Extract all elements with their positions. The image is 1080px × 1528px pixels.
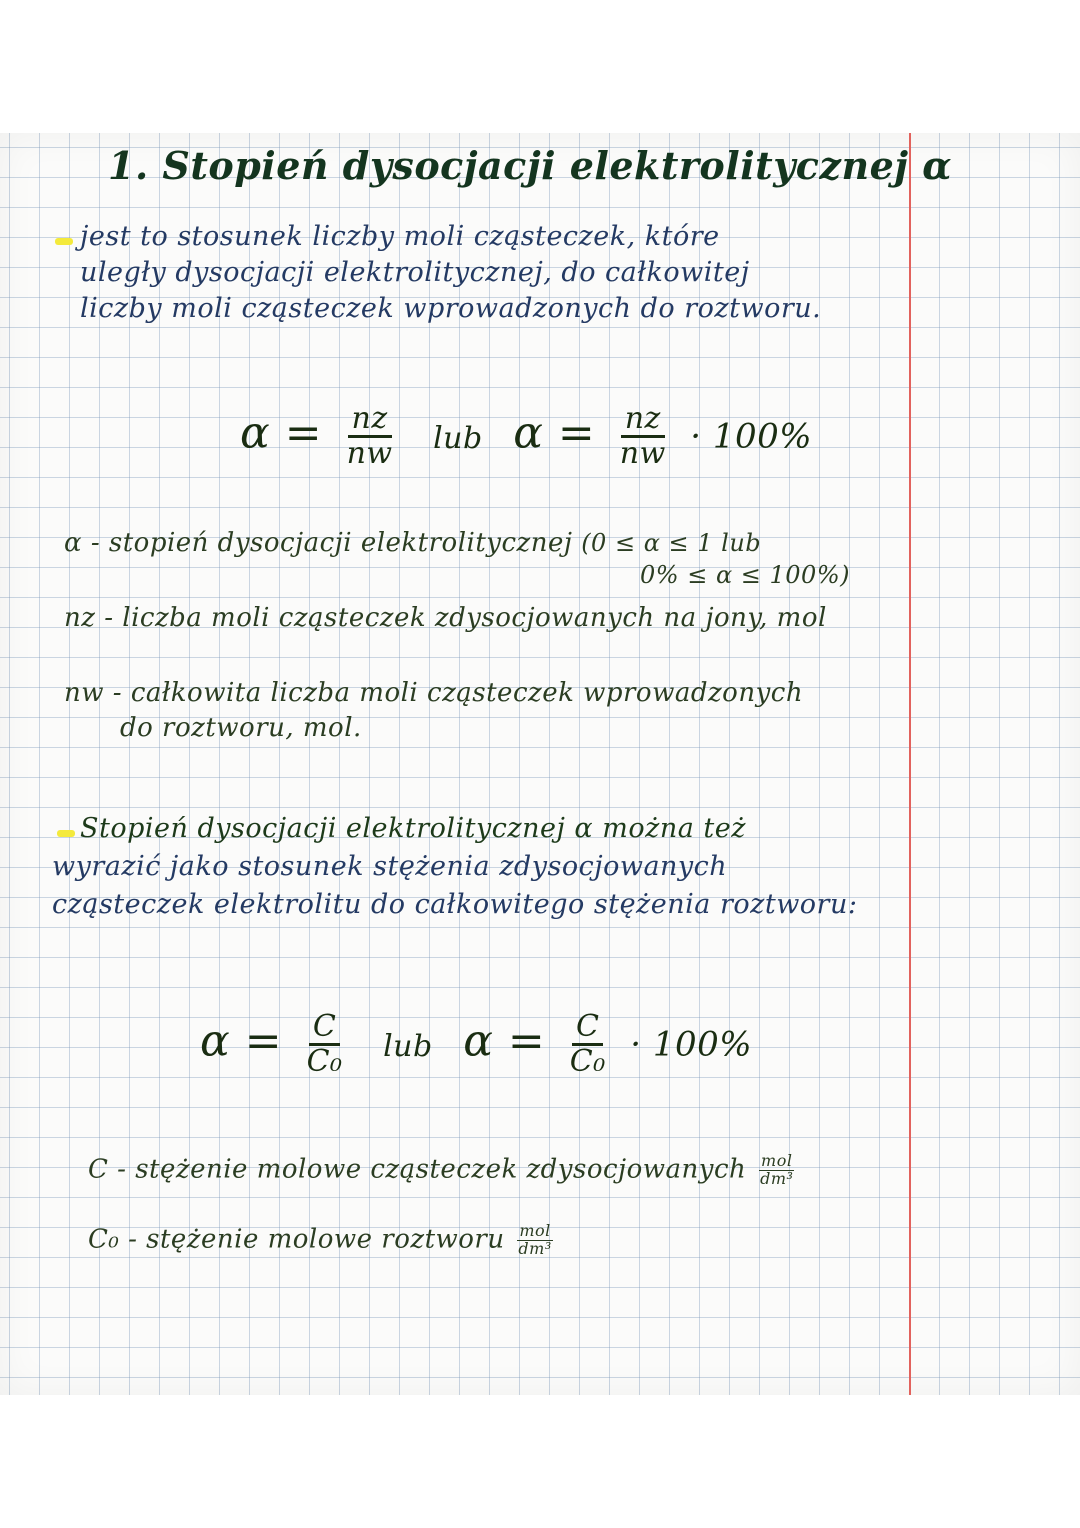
c-unit-den: dm³ [760, 1168, 794, 1188]
section-title: 1. Stopień dysocjacji elektrolitycznej α [108, 143, 953, 188]
second-definition-line-3: cząsteczek elektrolitu do całkowitego stężenia roztworu: [52, 889, 858, 920]
definition-line-3: liczby moli cząsteczek wprowadzonych do roztworu. [80, 293, 822, 324]
denominator: C₀ [306, 1043, 343, 1079]
c-unit [759, 1153, 794, 1188]
nw-definition-1: nw - całkowita liczba moli cząsteczek wprowadzonych [64, 678, 804, 708]
numerator: C [309, 1011, 340, 1046]
alpha-range-1: (0 ≤ α ≤ 1 lub [581, 529, 762, 557]
formula-lhs: α = [200, 1015, 283, 1067]
formula-alpha-concentration [200, 1011, 752, 1077]
denominator-2: nw [619, 435, 666, 471]
formula-lhs-2: α = [463, 1015, 546, 1067]
fraction [343, 403, 397, 469]
formula-lhs: α = [240, 407, 323, 459]
fraction-2 [566, 1011, 610, 1077]
c0-definition-text: C₀ - stężenie molowe roztworu [88, 1224, 505, 1255]
numerator-2: C [572, 1011, 603, 1046]
alpha-definition-text: α - stopień dysocjacji elektrolitycznej [64, 528, 573, 558]
alpha-definition [64, 528, 761, 558]
c-definition-text: C - stężenie molowe cząsteczek zdysocjowanych [88, 1154, 747, 1185]
connector: lub [383, 1028, 433, 1064]
nz-definition: nz - liczba moli cząsteczek zdysocjowanych na jony, mol [64, 603, 827, 633]
definition-line-2: uległy dysocjacji elektrolitycznej, do całkowitej [80, 257, 750, 288]
formula-lhs-2: α = [513, 407, 596, 459]
second-definition-line-2: wyrazić jako stosunek stężenia zdysocjowanych [52, 851, 728, 882]
fraction-2 [616, 403, 670, 469]
c0-definition [88, 1223, 553, 1258]
highlight-mark [55, 238, 73, 245]
connector: lub [433, 420, 483, 456]
percent-factor: · 100% [630, 1024, 753, 1065]
fraction [303, 1011, 347, 1077]
c0-unit [517, 1223, 552, 1258]
denominator-2: C₀ [569, 1043, 606, 1079]
numerator-2: nz [621, 403, 665, 438]
c0-unit-num: mol [519, 1221, 551, 1240]
numerator: nz [348, 403, 392, 438]
denominator: nw [346, 435, 393, 471]
second-definition-line-1: Stopień dysocjacji elektrolitycznej α można też [80, 813, 746, 844]
alpha-range-2: 0% ≤ α ≤ 100%) [640, 561, 850, 589]
formula-alpha-moles [240, 403, 812, 469]
percent-factor: · 100% [690, 416, 813, 457]
notebook-page [0, 133, 1080, 1395]
c-definition [88, 1153, 794, 1188]
definition-line-1: jest to stosunek liczby moli cząsteczek, które [80, 221, 720, 252]
c-unit-num: mol [761, 1151, 793, 1170]
c0-unit-den: dm³ [518, 1238, 552, 1258]
highlight-mark-2 [57, 830, 75, 837]
nw-definition-2: do roztworu, mol. [120, 713, 362, 743]
margin-line [909, 133, 911, 1395]
